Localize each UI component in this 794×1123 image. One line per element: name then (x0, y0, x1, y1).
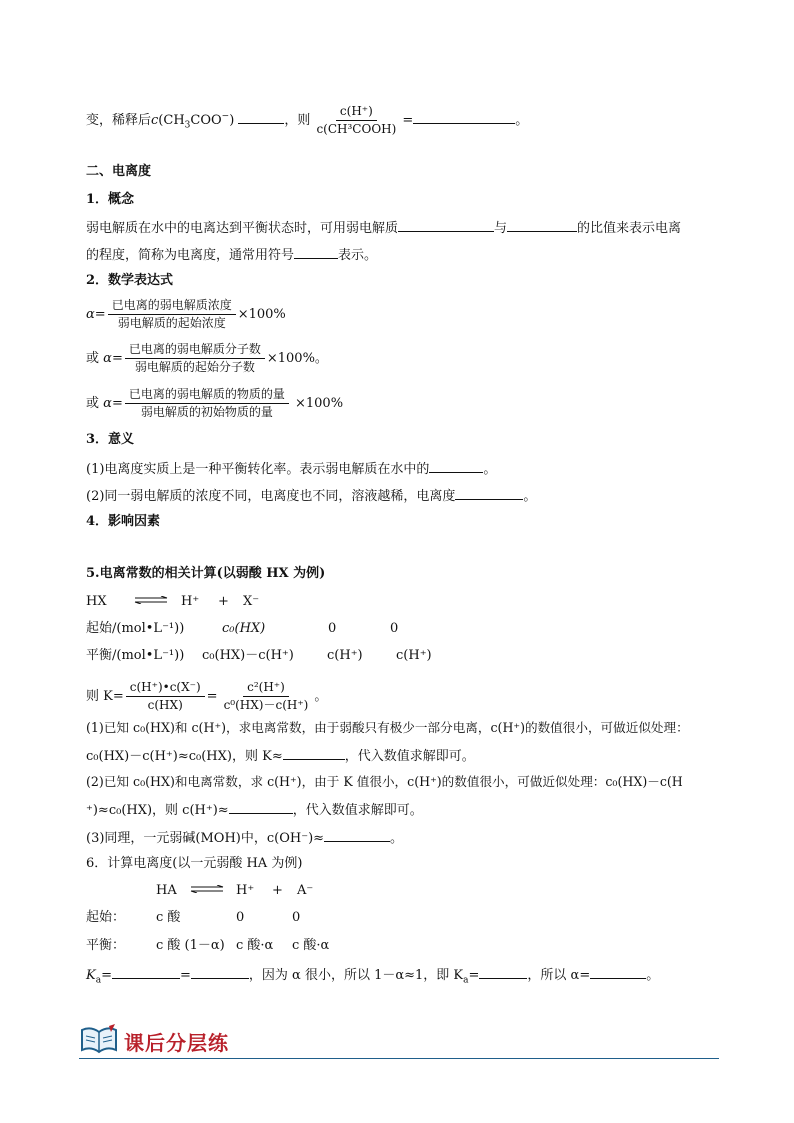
open-book-icon (79, 1024, 119, 1056)
fraction-numerator: c(H⁺) (336, 104, 377, 121)
section-heading: 6．计算电离度(以一元弱酸 HA 为例) (86, 856, 303, 871)
cell: c₀(HX)－c(H⁺) (202, 648, 294, 663)
text: (2)同一弱电解质的浓度不同，电离度也不同，溶液越稀，电离度 (86, 489, 456, 504)
text: 弱电解质在水中的电离达到平衡状态时，可用弱电解质 (86, 221, 399, 236)
equation-reactant: HX (86, 594, 107, 609)
text: 表示。 (338, 248, 378, 263)
formula-line (86, 298, 286, 331)
subheading: 1．概念 (86, 192, 135, 207)
section-title: 课后分层练 (124, 1031, 229, 1055)
text: 变，稀释后 (86, 113, 152, 128)
equation-product: X⁻ (243, 594, 260, 609)
text: 的程度，简称为电离度，通常用符号 (86, 248, 295, 263)
text: ) (229, 113, 235, 128)
equilibrium-arrow-icon (134, 596, 168, 604)
fraction-numerator: 已电离的弱电解质分子数 (125, 342, 265, 359)
formula-line (86, 342, 328, 375)
cell: c(H⁺) (396, 648, 432, 663)
text: ⁺)≈c₀(HX)，则 c(H⁺)≈ (86, 803, 229, 818)
cell: 0 (292, 910, 301, 925)
text: ×100% (237, 307, 286, 322)
text: 。 (646, 968, 660, 983)
fraction (220, 680, 313, 713)
text: COO (190, 113, 222, 128)
text: 。 (390, 831, 404, 846)
fraction-numerator: c(H⁺)•c(X⁻) (126, 680, 205, 697)
equation-plus: + (272, 883, 283, 898)
text: 与 (494, 221, 508, 236)
text: = (94, 307, 106, 322)
row-label: 平衡/(mol•L⁻¹)) (86, 648, 185, 663)
text: ×100%。 (266, 351, 328, 366)
text: = (111, 351, 123, 366)
paragraph-line (86, 219, 681, 237)
text: a (463, 975, 469, 986)
fraction-numerator: c²(H⁺) (243, 680, 289, 697)
text: = (402, 113, 414, 128)
fraction (312, 104, 400, 137)
text: α (86, 307, 95, 322)
answer-blank[interactable] (455, 487, 523, 500)
text: 。 (515, 113, 529, 128)
text: (1)电离度实质上是一种平衡转化率。表示弱电解质在水中的 (86, 462, 430, 477)
subheading: 2．数学表达式 (86, 273, 174, 288)
text: − (221, 111, 230, 122)
answer-blank[interactable] (398, 219, 494, 232)
section-heading: 5.电离常数的相关计算(以弱酸 HX 为例) (86, 566, 326, 581)
paragraph-line (86, 487, 536, 505)
equation-plus: + (218, 594, 229, 609)
equation-product: A⁻ (297, 883, 314, 898)
text: 或 (86, 396, 100, 411)
divider (79, 1058, 719, 1059)
text: ×100% (290, 396, 344, 411)
cell: 0 (236, 910, 245, 925)
answer-blank[interactable] (429, 460, 483, 473)
fraction (126, 680, 205, 713)
cell: 0 (390, 621, 399, 636)
fraction-denominator: 弱电解质的初始物质的量 (140, 405, 273, 419)
answer-blank[interactable] (238, 111, 284, 124)
text: ，所以 α= (527, 968, 591, 983)
text: 则 K= (86, 689, 124, 704)
cell: c 酸·α (292, 938, 330, 953)
paragraph-line: (2)已知 c₀(HX)和电离常数，求 c(H⁺)，由于 K 值很小，c(H⁺)的数值很小，可做近似处理：c₀(HX)－c(H (86, 774, 683, 789)
cell: 0 (328, 621, 337, 636)
formula-line (86, 387, 343, 420)
text: 的比值来表示电离 (577, 221, 682, 236)
answer-blank[interactable] (229, 801, 293, 814)
formula-line (86, 680, 327, 713)
subheading: 4．影响因素 (86, 514, 161, 529)
text: = (468, 968, 480, 983)
answer-blank[interactable] (507, 219, 577, 232)
text: α (103, 396, 112, 411)
answer-blank[interactable] (191, 966, 249, 979)
fraction (125, 342, 265, 375)
fraction-denominator: c(CH³COOH) (316, 122, 397, 136)
text: = (101, 968, 112, 983)
answer-blank[interactable] (413, 111, 515, 124)
text: ，因为 α 很小，所以 1－α≈1，即 K (248, 968, 464, 983)
row-label: 起始/(mol•L⁻¹)) (86, 621, 185, 636)
cell: c 酸 (1－α) (156, 938, 225, 953)
answer-blank[interactable] (283, 747, 345, 760)
answer-blank[interactable] (590, 966, 646, 979)
text: (3)同理，一元弱碱(MOH)中，c(OH⁻)≈ (86, 831, 325, 846)
row-label: 平衡： (86, 938, 126, 953)
fraction-denominator: c⁰(HX)－c(H⁺) (223, 698, 309, 712)
text: = (180, 968, 191, 983)
text: c (151, 113, 159, 128)
text: c₀(HX)－c(H⁺)≈c₀(HX)，则 K≈ (86, 749, 283, 764)
cell: c(H⁺) (327, 648, 363, 663)
text: = (111, 396, 123, 411)
paragraph-line (86, 829, 403, 847)
text: 或 (86, 351, 100, 366)
cell: c 酸·α (236, 938, 274, 953)
paragraph-line (86, 460, 496, 478)
answer-blank[interactable] (324, 829, 390, 842)
text: 。 (314, 689, 328, 704)
equation-product: H⁺ (181, 594, 200, 609)
paragraph-line: (1)已知 c₀(HX)和 c(H⁺)，求电离常数，由于弱酸只有极少一部分电离，c(H⁺)的数值很小，可做近似处理： (86, 720, 689, 735)
text: 。 (523, 489, 537, 504)
text: α (103, 351, 112, 366)
text: (CH (158, 113, 185, 128)
fraction-numerator: 已电离的弱电解质的物质的量 (125, 387, 289, 404)
fraction-denominator: 弱电解质的起始分子数 (134, 360, 255, 374)
text: K (86, 968, 96, 983)
cell: c₀(HX) (222, 621, 266, 636)
text: ，则 (284, 113, 311, 128)
text: = (206, 689, 218, 704)
subheading: 3．意义 (86, 432, 135, 447)
fraction-denominator: c(HX) (147, 698, 183, 712)
cell: c 酸 (156, 910, 181, 925)
paragraph-line (86, 246, 377, 264)
fraction-numerator: 已电离的弱电解质浓度 (108, 298, 236, 315)
fraction-denominator: 弱电解质的起始浓度 (117, 316, 226, 330)
text: ，代入数值求解即可。 (292, 803, 423, 818)
section-heading: 二、电离度 (86, 164, 152, 179)
answer-blank[interactable] (294, 246, 338, 259)
fraction (125, 387, 289, 420)
paragraph-line (86, 966, 659, 989)
equation-product: H⁺ (236, 883, 255, 898)
answer-blank[interactable] (479, 966, 527, 979)
equilibrium-arrow-icon (190, 885, 224, 893)
equation-reactant: HA (156, 883, 177, 898)
fraction (108, 298, 236, 331)
text: a (95, 975, 102, 986)
top-line (86, 104, 528, 137)
paragraph-line (86, 747, 475, 765)
text: 3 (184, 120, 191, 131)
paragraph-line (86, 801, 423, 819)
row-label: 起始： (86, 910, 126, 925)
answer-blank[interactable] (112, 966, 180, 979)
text: 。 (483, 462, 497, 477)
text: ，代入数值求解即可。 (344, 749, 475, 764)
